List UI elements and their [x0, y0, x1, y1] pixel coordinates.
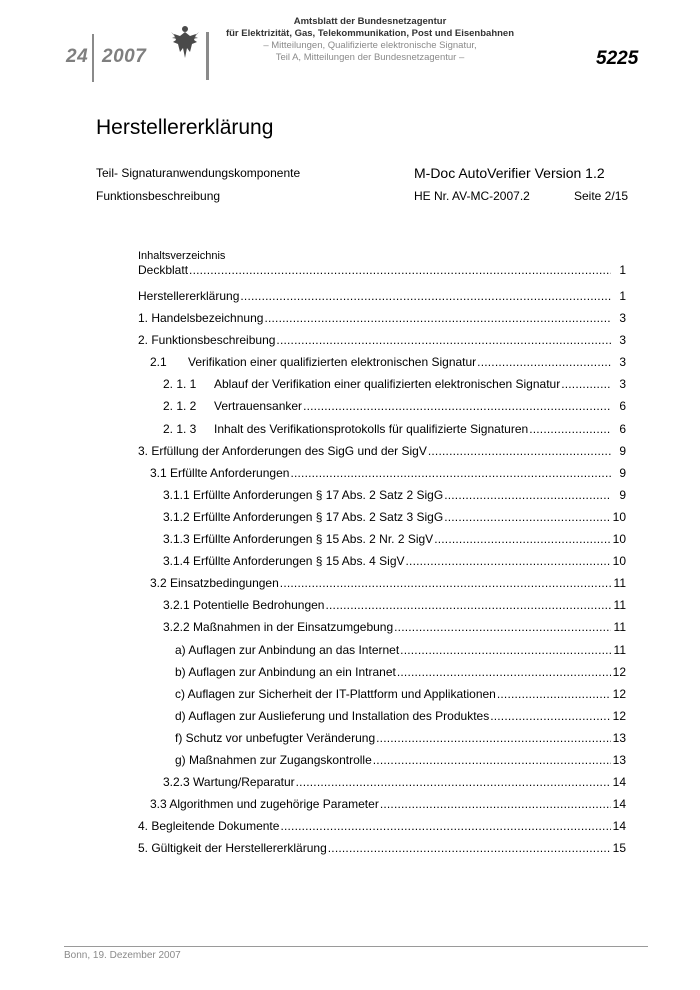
toc-entry-title: Deckblatt	[138, 263, 189, 277]
product-version: M-Doc AutoVerifier Version 1.2	[414, 165, 605, 181]
toc-entry-page: 10	[612, 532, 626, 547]
toc-entry-label	[150, 462, 289, 484]
toc-dot-leader	[497, 683, 611, 705]
toc-entry-label	[163, 594, 324, 616]
toc-entry[interactable]	[138, 661, 626, 683]
toc-entry-title: g) Maßnahmen zur Zugangskontrolle	[175, 752, 372, 767]
toc-entry-label	[150, 793, 379, 815]
toc-dot-leader	[529, 418, 611, 440]
toc-entry[interactable]	[138, 418, 626, 440]
toc-entry-label	[163, 771, 295, 793]
toc-entry-label	[138, 837, 327, 859]
toc-entry-page: 3	[619, 377, 626, 392]
toc-entry-title: 3.2 Einsatzbedingungen	[150, 576, 279, 591]
toc-entry-title: 2. Funktionsbeschreibung	[138, 333, 276, 348]
toc-entry-label	[138, 307, 263, 329]
page-title: Herstellererklärung	[96, 116, 274, 139]
toc-entry-title: 5. Gültigkeit der Herstellererklärung	[138, 841, 327, 856]
toc-dot-leader	[303, 395, 611, 417]
toc-entry-label	[175, 683, 496, 705]
issue-year: 2007	[102, 46, 147, 67]
toc-entry-label	[138, 815, 279, 837]
toc-dot-leader	[444, 484, 611, 506]
toc-entry[interactable]	[138, 395, 626, 417]
toc-entry-label	[138, 285, 239, 307]
toc-entry[interactable]	[138, 528, 626, 550]
toc-entry-label	[163, 506, 443, 528]
toc-entry-label	[175, 705, 489, 727]
toc-entry-page: 11	[613, 576, 626, 591]
toc-entry-title: 3.1.3 Erfüllte Anforderungen § 15 Abs. 2 Nr. 2 SigV	[163, 532, 434, 547]
toc-entry-page: 11	[613, 598, 626, 613]
toc-entry-number: 2. 1. 1	[163, 377, 197, 392]
toc-entry-title: 3.2.2 Maßnahmen in der Einsatzumgebung	[163, 620, 394, 635]
section-name: Funktionsbeschreibung	[96, 189, 221, 203]
toc-entry-page: 3	[619, 355, 626, 370]
toc-entry-label	[138, 329, 275, 351]
toc-entry-page: 12	[612, 664, 626, 679]
toc-entry-number: 2. 1. 2	[163, 399, 197, 414]
toc-entry-page: 11	[613, 642, 626, 657]
toc-entry-label	[175, 749, 372, 771]
toc-entry[interactable]	[138, 572, 626, 594]
toc-entry[interactable]	[138, 263, 626, 279]
toc-entry-label	[163, 484, 443, 506]
toc-entry[interactable]	[138, 351, 626, 373]
gazette-header	[220, 16, 520, 64]
toc-entry-title: Herstellererklärung	[138, 289, 240, 303]
toc-dot-leader	[397, 661, 611, 683]
toc-entry-label	[163, 373, 560, 395]
toc-entry[interactable]	[138, 639, 626, 661]
toc-entry-title: b) Auflagen zur Anbindung an ein Intranet	[175, 664, 396, 679]
toc-dot-leader	[328, 837, 611, 859]
toc-dot-leader	[490, 705, 611, 727]
toc-entry-label	[175, 727, 375, 749]
toc-entry-page: 9	[619, 487, 626, 502]
toc-entry-title: f) Schutz vor unbefugter Veränderung	[175, 730, 376, 745]
toc-entry-label	[163, 550, 405, 572]
toc-entry-title: 3.1.1 Erfüllte Anforderungen § 17 Abs. 2 Satz 2 SigG	[163, 487, 444, 502]
footer-place-date: Bonn, 19. Dezember 2007	[64, 950, 181, 961]
toc-dot-leader	[376, 727, 611, 749]
toc-list	[138, 263, 626, 859]
toc-entry-title: 3.3 Algorithmen und zugehörige Parameter	[150, 797, 379, 812]
toc-dot-leader	[240, 285, 611, 307]
toc-entry-page: 12	[612, 708, 626, 723]
gazette-subtitle-line1: – Mitteilungen, Qualifizierte elektronische Signatur,	[263, 40, 477, 51]
toc-entry-page: 14	[612, 797, 626, 812]
gazette-title-line2: für Elektrizität, Gas, Telekommunikation, Post und Eisenbahnen	[225, 28, 515, 39]
gazette-subtitle-line2: Teil A, Mitteilungen der Bundesnetzagentur –	[275, 52, 465, 63]
toc-entry[interactable]	[138, 373, 626, 395]
toc-entry-number: 2. 1. 3	[163, 421, 197, 436]
toc-entry[interactable]	[138, 749, 626, 771]
toc-entry-title: Ablauf der Verifikation einer qualifizierten elektronischen Signatur	[214, 377, 561, 392]
toc-entry-title: a) Auflagen zur Anbindung an das Internet	[175, 642, 400, 657]
issue-number: 24	[66, 46, 89, 67]
toc-entry-title: d) Auflagen zur Auslieferung und Installation des Produktes	[175, 708, 490, 723]
toc-entry[interactable]	[138, 683, 626, 705]
toc-entry-page: 12	[612, 686, 626, 701]
toc-entry-title: Vertrauensanker	[214, 399, 303, 414]
toc-entry-page: 9	[619, 465, 626, 480]
toc-entry[interactable]	[138, 793, 626, 815]
toc-entry-page: 11	[613, 620, 626, 635]
toc-dot-leader	[280, 572, 611, 594]
toc-entry-title: 1. Handelsbezeichnung	[138, 311, 264, 326]
toc-entry-page: 3	[619, 333, 626, 348]
toc-dot-leader	[394, 616, 611, 638]
toc-entry-title: c) Auflagen zur Sicherheit der IT-Plattform und Applikationen	[175, 686, 496, 701]
toc-dot-leader	[400, 639, 611, 661]
gazette-title-line1: Amtsblatt der Bundesnetzagentur	[293, 16, 447, 27]
toc-entry-title: 3.2.1 Potentielle Bedrohungen	[163, 598, 325, 613]
toc-entry-page: 6	[619, 421, 626, 436]
toc-entry-page: 3	[619, 311, 626, 326]
toc-dot-leader	[406, 550, 612, 572]
toc-dot-leader	[290, 462, 611, 484]
toc-entry-page: 9	[619, 443, 626, 458]
toc-dot-leader	[280, 815, 611, 837]
toc-entry[interactable]	[138, 550, 626, 572]
toc-dot-leader	[373, 749, 611, 771]
toc-dot-leader	[325, 594, 611, 616]
toc-entry-page: 13	[612, 730, 626, 745]
toc-entry-title: 3.1.4 Erfüllte Anforderungen § 15 Abs. 4 SigV	[163, 554, 405, 569]
toc-entry-label	[163, 395, 302, 417]
toc-dot-leader	[428, 440, 611, 462]
toc-entry-label	[138, 440, 427, 462]
toc-entry[interactable]	[138, 594, 626, 616]
page-number: 5225	[596, 48, 639, 69]
toc-dot-leader	[296, 771, 611, 793]
toc-entry-label	[138, 263, 188, 277]
toc-dot-leader	[264, 307, 611, 329]
toc-entry-title: 3.2.3 Wartung/Reparatur	[163, 775, 295, 790]
header-divider	[92, 34, 94, 82]
toc-entry-title: Inhalt des Verifikationsprotokolls für qualifizierte Signaturen	[214, 421, 529, 436]
toc-entry[interactable]	[138, 815, 626, 837]
toc-entry[interactable]	[138, 285, 626, 307]
table-of-contents	[138, 250, 626, 859]
toc-entry-title: Verifikation einer qualifizierten elektronischen Signatur	[188, 355, 477, 370]
toc-entry-page: 10	[612, 509, 626, 524]
toc-entry-title: 3.1 Erfüllte Anforderungen	[150, 465, 290, 480]
toc-entry-title: 4. Begleitende Dokumente	[138, 819, 280, 834]
toc-entry[interactable]	[138, 727, 626, 749]
toc-entry-page: 1	[619, 263, 626, 277]
toc-dot-leader	[561, 373, 611, 395]
toc-dot-leader	[189, 263, 611, 277]
toc-entry-label	[163, 616, 393, 638]
toc-entry-page: 15	[612, 841, 626, 856]
toc-entry-page: 10	[612, 554, 626, 569]
toc-entry-page: 14	[612, 775, 626, 790]
toc-dot-leader	[444, 506, 611, 528]
toc-dot-leader	[276, 329, 611, 351]
footer-divider	[64, 946, 648, 947]
toc-entry-label	[175, 639, 399, 661]
sheet-number: Seite 2/15	[574, 189, 629, 203]
toc-entry[interactable]	[138, 837, 626, 859]
he-number: HE Nr. AV-MC-2007.2	[414, 189, 530, 203]
toc-entry-label	[163, 418, 528, 440]
toc-entry-label	[175, 661, 396, 683]
toc-entry-page: 6	[619, 399, 626, 414]
toc-entry-label	[150, 572, 279, 594]
toc-entry[interactable]	[138, 307, 626, 329]
toc-entry-page: 14	[612, 819, 626, 834]
toc-entry-title: 3. Erfüllung der Anforderungen des SigG und der SigV	[138, 443, 427, 458]
federal-eagle-icon	[170, 24, 200, 60]
toc-entry[interactable]	[138, 462, 626, 484]
toc-entry[interactable]	[138, 771, 626, 793]
toc-entry[interactable]	[138, 329, 626, 351]
toc-entry-title: 3.1.2 Erfüllte Anforderungen § 17 Abs. 2 Satz 3 SigG	[163, 509, 444, 524]
toc-entry-number: 2.1	[150, 355, 167, 370]
toc-dot-leader	[380, 793, 611, 815]
toc-dot-leader	[477, 351, 611, 373]
emblem-divider	[206, 32, 209, 80]
toc-entry[interactable]	[138, 484, 626, 506]
toc-entry[interactable]	[138, 616, 626, 638]
toc-entry[interactable]	[138, 440, 626, 462]
toc-entry-page: 1	[619, 289, 626, 303]
toc-entry[interactable]	[138, 705, 626, 727]
toc-dot-leader	[434, 528, 611, 550]
toc-entry-page: 13	[612, 752, 626, 767]
toc-entry-label	[163, 528, 433, 550]
toc-heading: Inhaltsverzeichnis	[138, 250, 226, 262]
toc-entry-label	[150, 351, 476, 373]
toc-entry[interactable]	[138, 506, 626, 528]
component-type: Teil- Signaturanwendungskomponente	[96, 166, 301, 180]
